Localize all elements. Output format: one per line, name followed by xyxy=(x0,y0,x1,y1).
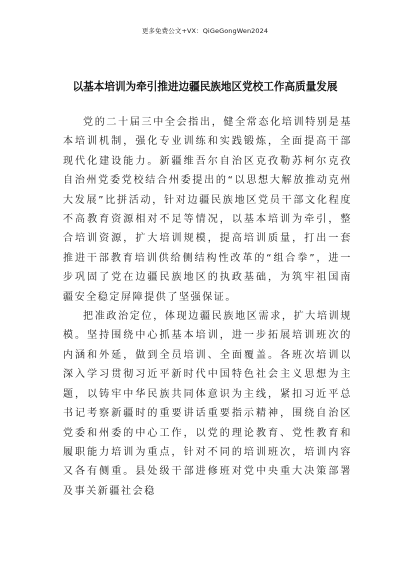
document-title: 以基本培训为牵引推进边疆民族地区党校工作高质量发展 xyxy=(72,81,338,93)
header-note: 更多免费公文+VX：QiGeGongWen2024 xyxy=(141,27,269,35)
document-body xyxy=(63,113,352,501)
body-paragraph-1: 党的二十届三中全会指出，健全常态化培训特别是基本培训机制，强化专业训练和实践锻炼，全面提高干部现代化建设能力。新疆维吾尔自治区克孜勒苏柯尔克孜自治州党委党校结合州委提出的“以思想大解放推动克州大发展”比拼活动，针对边疆民族地区党员干部文化程度不高教育资源相对不足等情况，以基本培训为牵引，整合培训资源，扩大培训规模，提高培训质量，打出一套推进干部教育培训供给侧结构性改革的“组合拳”，进一步巩固了党在边疆民族地区的执政基础，为筑牢祖国南疆安全稳定屏障提供了坚强保证。 xyxy=(63,117,352,303)
body-paragraph-2: 把准政治定位，体现边疆民族地区需求，扩大培训规模。坚持围绕中心抓基本培训，进一步拓展培训班次的内涵和外延，做到全员培训、全面覆盖。各班次培训以深入学习贯彻习近平新时代中国特色社会主义思想为主题，以铸牢中华民族共同体意识为主线，紧扣习近平总书记考察新疆时的重要讲话重要指示精神，围绕自治区党委和州委的中心工作，以党的理论教育、党性教育和履职能力培训为重点，针对不同的培训班次，培训内容又各有侧重。县处级干部进修班对党中央重大决策部署及事关新疆社会稳 xyxy=(63,311,352,497)
